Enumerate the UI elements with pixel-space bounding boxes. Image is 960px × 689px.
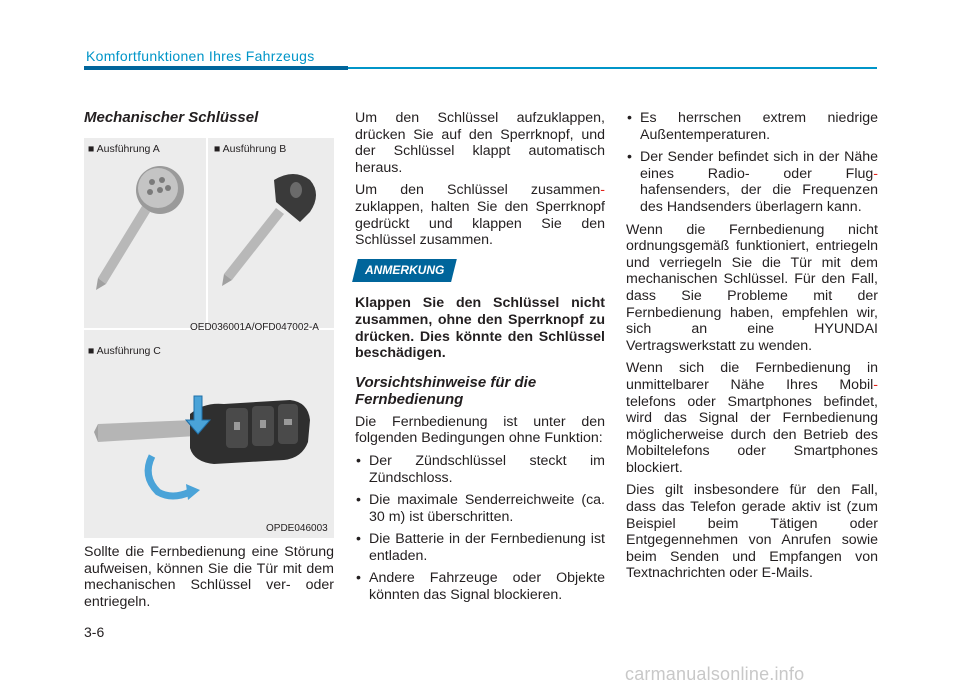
section-title: Komfortfunktionen Ihres Fahrzeugs [86,48,315,64]
malfunction-paragraph: Wenn die Fernbedienung nicht ordnungsgemäß funktioniert, entriegeln und verriegeln Sie die Tür mit dem mechanischen Schlüssel. Für den Fall, dass Sie Probleme mit der Fernbedienung haben, empfehlen wir, sich an eine HYUNDAI Vertragswerkstatt zu wenden. [626,221,878,354]
mobile-text-b: telefons oder Smartphones befindet, wird das Signal der Fernbedienung möglicherweise durch den Betrieb des Mobiltelefons oder Smartphones blockiert. [626,393,878,476]
key-a-illustration [92,160,202,300]
conditions-intro: Die Fernbedienung ist unter den folgenden Bedingungen ohne Funktion: [355,413,605,447]
header-rule-dark [84,66,348,70]
hyphen-mark: - [873,165,878,182]
list-item: • Andere Fahrzeuge oder Objekte könnten das Signal blockieren. [355,570,605,603]
active-phone-paragraph: Dies gilt insbesondere für den Fall, dass das Telefon gerade aktiv ist (zum Beispiel beim Tätigen oder Entgegennehmen von Anrufen sowie beim Senden und Empfangen von Textnachrichten oder E-Mails. [626,482,878,582]
column-left [84,110,334,133]
unfold-paragraph: Um den Schlüssel aufzuklappen, drücken Sie auf den Sperrknopf, und der Schlüssel klappt automatisch heraus. [355,110,605,176]
flip-key-illustration [94,372,330,512]
figure-code-top: OED036001A/OFD047002-A [190,322,319,333]
hyphen-mark: - [600,182,605,199]
watermark: carmanualsonline.info [625,664,805,684]
column-right [626,110,878,588]
heading-line-2: Fernbedienung [355,390,464,408]
column-left-text [84,544,334,616]
figure-divider-vertical [206,138,208,328]
note-badge-label: ANMERKUNG [365,262,445,277]
heading-mechanical-key: Mechanischer Schlüssel [84,109,259,126]
figure-code-bottom: OPDE046003 [266,523,328,534]
note-text: Klappen Sie den Schlüssel nicht zusammen, ohne den Sperrknopf zu drücken. Dies könnte den Schlüssel beschädigen. [355,295,605,362]
conditions-list [355,453,605,604]
fold-text-a: Um den Schlüssel zusammen [355,182,601,199]
key-b-illustration [214,160,329,300]
conditions-list-continued [626,110,878,216]
mechanical-key-paragraph: Sollte die Fernbedienung eine Störung aufweisen, können Sie die Tür mit dem mechanischen Schlüssel ver- oder entriegeln. [84,544,334,610]
fold-paragraph [355,182,605,248]
column-middle [355,110,605,610]
mobile-phone-paragraph [626,360,878,476]
hyphen-mark: - [873,376,878,393]
bullet2-text-a: Der Sender befindet sich in der Nähe eines Radio- oder Flug [640,149,878,182]
bullet2-text-b: hafensenders, der die Frequenzen des Handsenders überlagern kann. [640,182,878,215]
header-rule-light [348,67,877,69]
fold-text-b: zuklappen, halten Sie den Sperrknopf gedrückt und klappen Sie den Schlüssel zusammen. [355,198,605,249]
label-version-b: ■ Ausführung B [214,143,287,155]
mobile-text-a: Wenn sich die Fernbedienung in unmittelbarer Nähe Ihres Mobil [626,360,878,393]
label-version-a: ■ Ausführung A [88,143,160,155]
label-version-c: ■ Ausführung C [88,345,161,357]
list-item: • Die Batterie in der Fernbedienung ist entladen. [355,531,605,564]
list-item: • Der Zündschlüssel steckt im Zündschloss. [355,453,605,486]
page-number: 3-6 [84,624,105,640]
note-badge [352,259,457,282]
list-item [626,149,878,215]
list-item: • Es herrschen extrem niedrige Außentemperaturen. [626,110,878,143]
list-item: • Die maximale Senderreichweite (ca. 30 m) ist überschritten. [355,492,605,525]
heading-line-1: Vorsichtshinweise für die [355,373,537,391]
heading-remote-precautions [355,374,605,408]
